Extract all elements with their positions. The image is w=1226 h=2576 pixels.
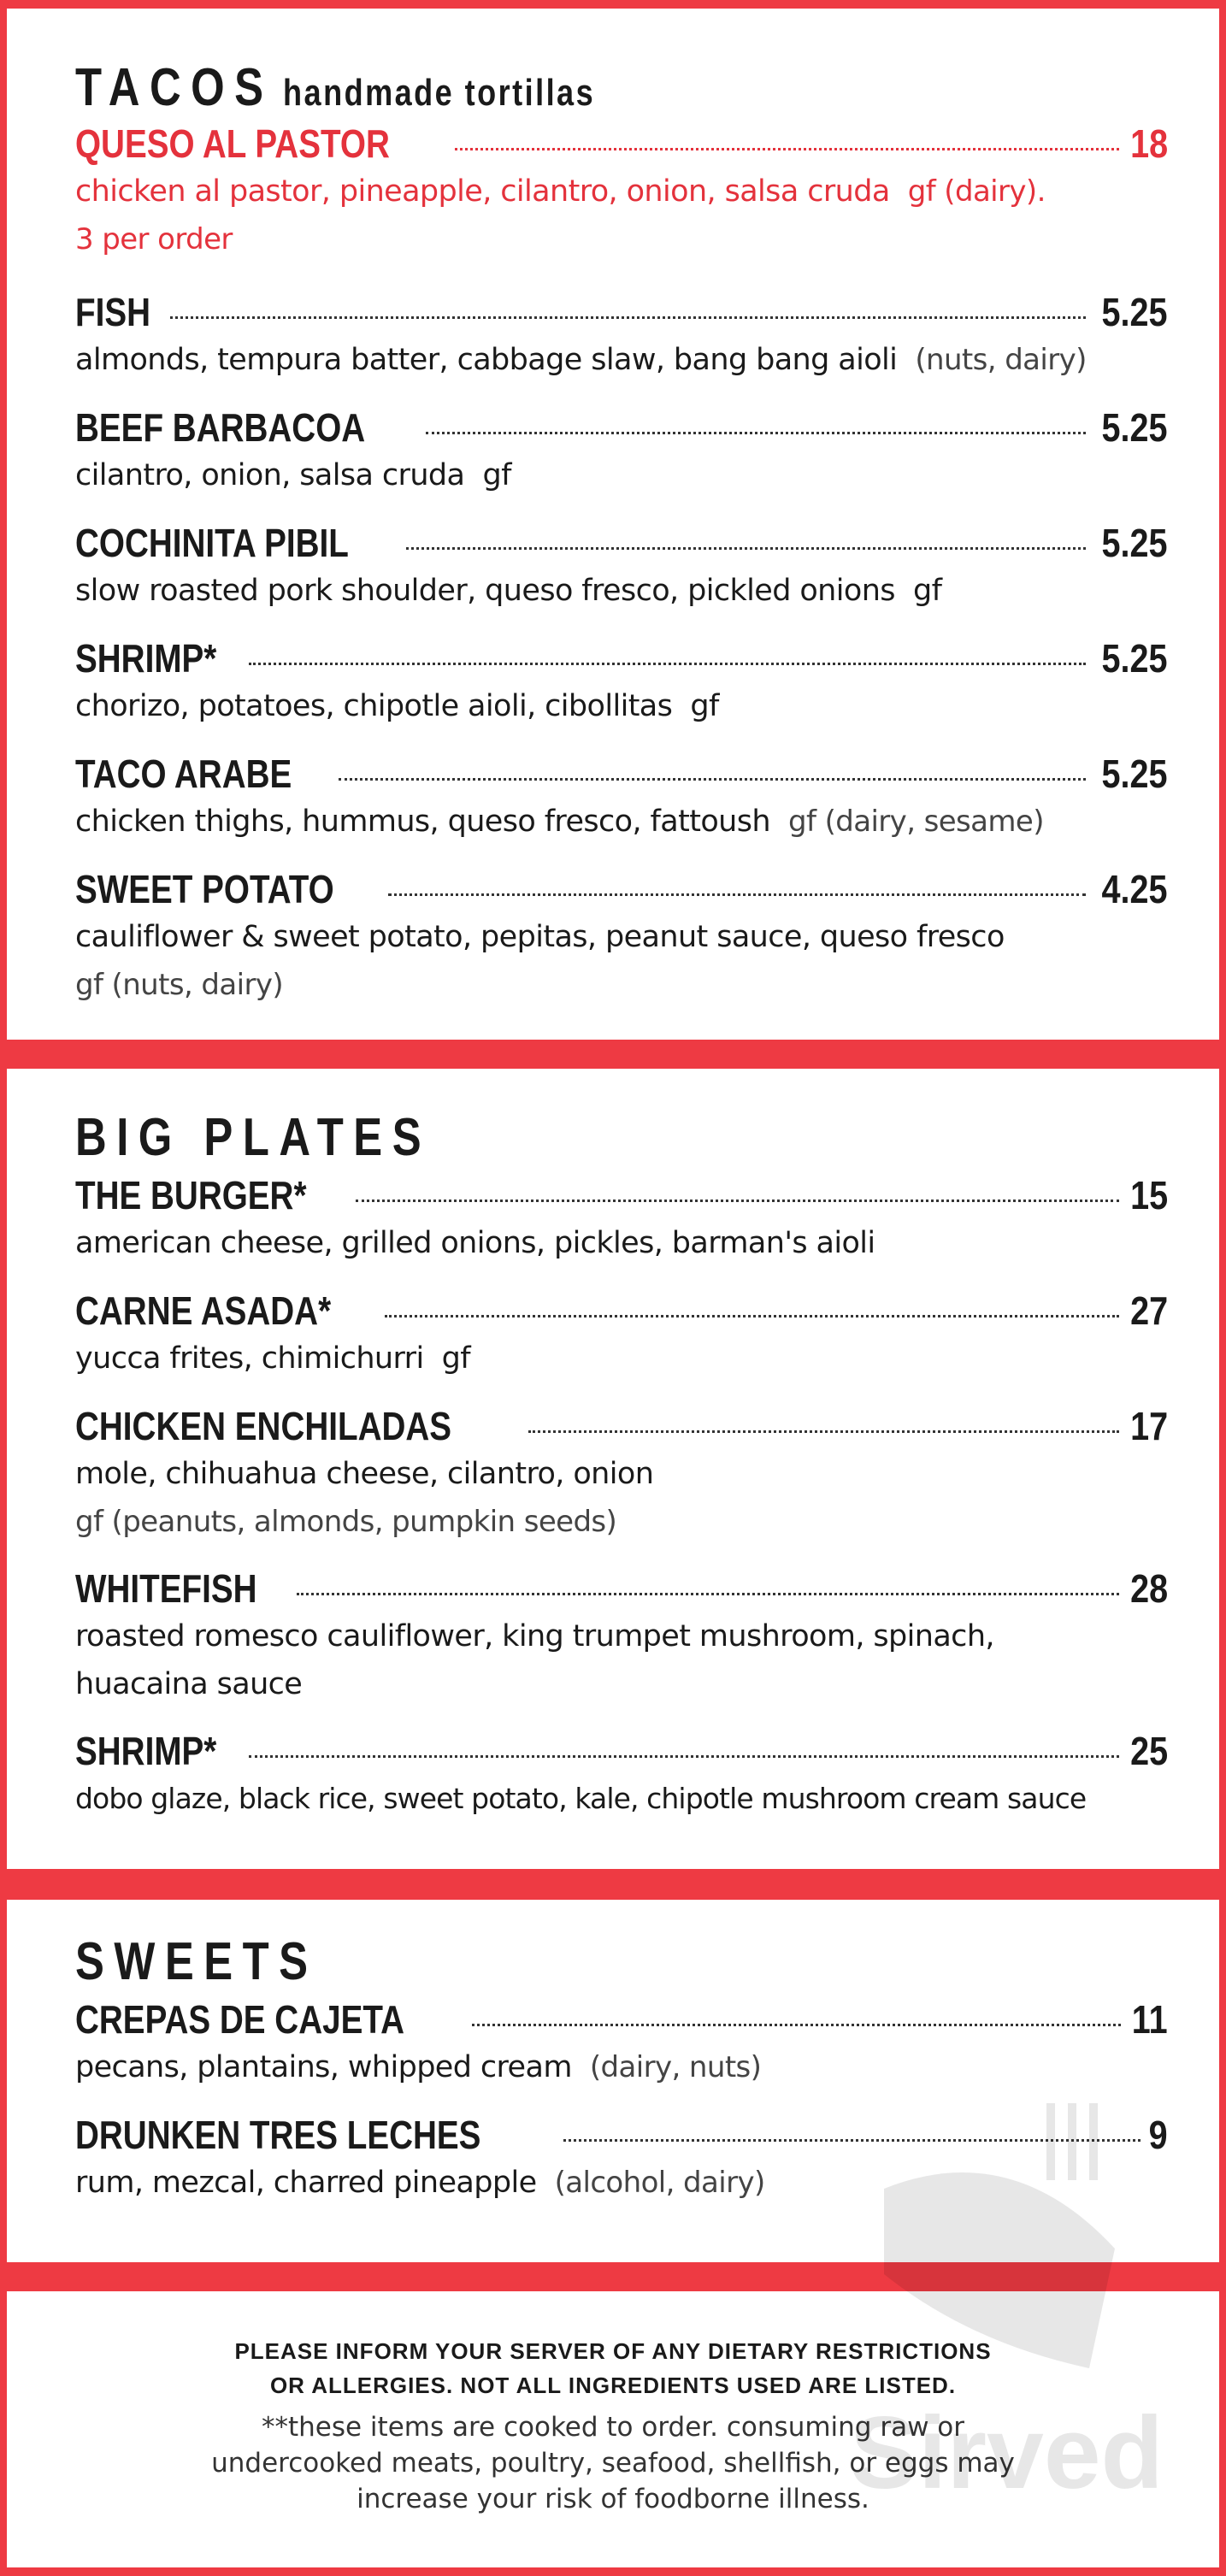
item-price: 5.25 <box>1102 521 1168 565</box>
item-name: TACO ARABE <box>75 752 292 796</box>
menu-item-crepas-de-cajeta <box>75 1995 1168 2091</box>
item-name: SHRIMP* <box>75 636 217 681</box>
item-name: DRUNKEN TRES LECHES <box>75 2113 481 2157</box>
leader-dots <box>388 893 1086 896</box>
menu-item-taco-arabe <box>75 750 1168 846</box>
menu-item-fish <box>75 288 1168 384</box>
item-description: mole, chihuahua cheese, cilantro, onion <box>75 1457 654 1491</box>
item-description: chicken al pastor, pineapple, cilantro, onion, salsa cruda <box>75 174 890 209</box>
menu-item-sweet-potato <box>75 865 1168 1009</box>
item-name: THE BURGER* <box>75 1173 307 1217</box>
section-title-tacos <box>75 58 596 117</box>
fork-tine-icon <box>1068 2103 1076 2180</box>
menu-item-the-burger <box>75 1171 1168 1267</box>
tacos-title-text: TACOS <box>75 58 274 117</box>
disclaimer-line-5: increase your risk of foodborne illness. <box>357 2484 869 2514</box>
menu-item-beef-barbacoa <box>75 404 1168 499</box>
item-note: gf <box>482 458 511 492</box>
item-description-2: 3 per order <box>75 222 233 256</box>
fork-tine-icon <box>1046 2103 1055 2180</box>
item-note: (alcohol, dairy) <box>554 2166 765 2200</box>
leader-dots <box>356 1199 1119 1202</box>
item-price: 4.25 <box>1102 867 1168 911</box>
item-price: 5.25 <box>1102 636 1168 681</box>
item-note: gf (dairy, sesame) <box>788 805 1044 839</box>
leader-dots <box>339 777 1087 781</box>
disclaimer-line-1: PLEASE INFORM YOUR SERVER OF ANY DIETARY RESTRICTIONS <box>234 2338 992 2364</box>
item-description: cilantro, onion, salsa cruda <box>75 458 465 492</box>
menu-item-shrimp-taco <box>75 634 1168 730</box>
item-description: pecans, plantains, whipped cream <box>75 2050 572 2084</box>
item-description: chicken thighs, hummus, queso fresco, fattoush <box>75 805 770 839</box>
leader-dots <box>170 315 1087 319</box>
leader-dots <box>528 1429 1119 1433</box>
item-description: chorizo, potatoes, chipotle aioli, cibollitas <box>75 689 673 723</box>
item-name: SHRIMP* <box>75 1729 217 1773</box>
item-price: 25 <box>1129 1729 1168 1773</box>
tacos-panel <box>7 9 1219 1040</box>
menu-item-carne-asada <box>75 1287 1168 1382</box>
menu-item-queso-al-pastor <box>75 120 1168 263</box>
menu-item-cochinita-pibil <box>75 519 1168 615</box>
item-name: FISH <box>75 290 151 334</box>
item-description-2: huacaina sauce <box>75 1667 303 1701</box>
menu-item-chicken-enchiladas <box>75 1402 1168 1546</box>
plate-shape-icon <box>884 2172 1115 2368</box>
item-note: (dairy, nuts) <box>589 2050 762 2084</box>
item-description: roasted romesco cauliflower, king trumpet mushroom, spinach, <box>75 1619 994 1653</box>
item-description: almonds, tempura batter, cabbage slaw, bang bang aioli <box>75 343 898 377</box>
disclaimer-line-4: undercooked meats, poultry, seafood, shellfish, or eggs may <box>211 2448 1015 2479</box>
leader-dots <box>406 546 1087 550</box>
menu-item-whitefish <box>75 1565 1168 1708</box>
item-description: american cheese, grilled onions, pickles, barman's aioli <box>75 1226 875 1260</box>
item-name: WHITEFISH <box>75 1566 257 1611</box>
item-description: slow roasted pork shoulder, queso fresco, pickled onions <box>75 574 895 608</box>
item-description: cauliflower & sweet potato, pepitas, peanut sauce, queso fresco <box>75 920 1005 954</box>
item-name: QUESO AL PASTOR <box>75 121 390 166</box>
disclaimer-line-3: **these items are cooked to order. consuming raw or <box>261 2412 964 2443</box>
item-note: gf <box>690 689 719 723</box>
item-description: rum, mezcal, charred pineapple <box>75 2166 537 2200</box>
item-name: CHICKEN ENCHILADAS <box>75 1404 452 1448</box>
item-price: 5.25 <box>1102 290 1168 334</box>
section-title-sweets: SWEETS <box>75 1932 318 1991</box>
section-title-big-plates: BIG PLATES <box>75 1108 432 1167</box>
tacos-subtitle: handmade tortillas <box>283 72 596 114</box>
item-name: SWEET POTATO <box>75 867 334 911</box>
item-note: (nuts, dairy) <box>915 343 1087 377</box>
leader-dots <box>426 431 1087 434</box>
item-name: CARNE ASADA* <box>75 1288 332 1333</box>
item-price: 18 <box>1129 121 1168 166</box>
leader-dots <box>249 1754 1119 1758</box>
item-price: 27 <box>1129 1288 1168 1333</box>
item-price: 5.25 <box>1102 752 1168 796</box>
item-price: 11 <box>1132 1997 1168 2042</box>
item-note: gf (dairy). <box>907 174 1046 209</box>
item-note: gf <box>441 1341 471 1376</box>
item-name: CREPAS DE CAJETA <box>75 1997 405 2042</box>
item-price: 28 <box>1129 1566 1168 1611</box>
item-price: 5.25 <box>1102 405 1168 450</box>
menu-item-shrimp-plate <box>75 1727 1168 1823</box>
item-description-2: gf (peanuts, almonds, pumpkin seeds) <box>75 1505 617 1539</box>
big-plates-panel <box>7 1069 1219 1869</box>
leader-dots <box>472 2023 1121 2026</box>
item-note: gf <box>912 574 942 608</box>
item-price: 17 <box>1129 1404 1168 1448</box>
item-price: 15 <box>1129 1173 1168 1217</box>
sirved-watermark-logo <box>833 2086 1192 2531</box>
leader-dots <box>249 662 1087 665</box>
leader-dots <box>385 1314 1119 1317</box>
watermark-text: Sirved <box>850 2396 1164 2510</box>
disclaimer-line-2: OR ALLERGIES. NOT ALL INGREDIENTS USED ARE LISTED. <box>269 2373 957 2398</box>
item-price: 9 <box>1148 2113 1168 2157</box>
item-name: COCHINITA PIBIL <box>75 521 349 565</box>
item-description: yucca frites, chimichurri <box>75 1341 424 1376</box>
fork-tine-icon <box>1089 2103 1098 2180</box>
item-description: dobo glaze, black rice, sweet potato, kale, chipotle mushroom cream sauce <box>75 1782 1087 1815</box>
item-description-2: gf (nuts, dairy) <box>75 968 284 1002</box>
leader-dots <box>455 147 1119 150</box>
leader-dots <box>297 1592 1119 1595</box>
item-name: BEEF BARBACOA <box>75 405 366 450</box>
